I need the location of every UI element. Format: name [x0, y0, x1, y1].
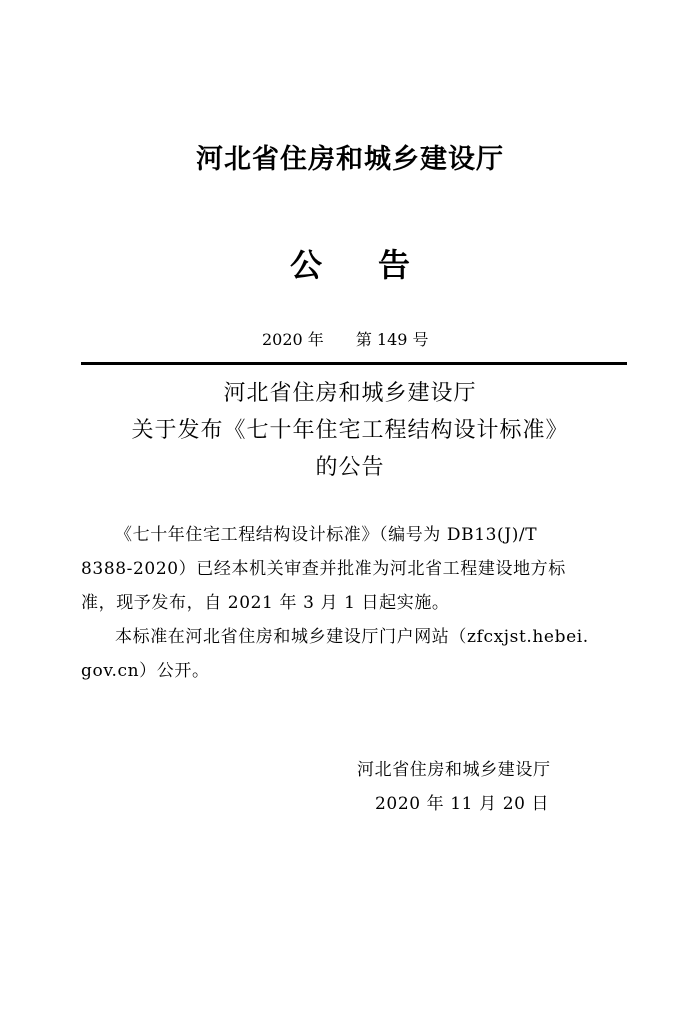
body-line-4: 本标准在河北省住房和城乡建设厅门户网站（zfcxjst.hebei.	[115, 627, 589, 647]
body-line-1: 《七十年住宅工程结构设计标准》（编号为 DB13(J)/T	[115, 525, 538, 545]
document-serial: 第 149 号	[355, 330, 429, 349]
body-line-2: 8388-2020）已经本机关审查并批准为河北省工程建设地方标	[81, 559, 566, 579]
signature-organization: 河北省住房和城乡建设厅	[357, 760, 551, 780]
title-line-3: 的公告	[315, 455, 385, 480]
announcement-char-2: 告	[378, 246, 411, 284]
body-line-3: 准，现予发布，自 2021 年 3 月 1 日起实施。	[81, 593, 450, 613]
announcement-char-1: 公	[289, 246, 322, 284]
header-divider	[81, 362, 627, 365]
body-line-5: gov.cn）公开。	[81, 661, 210, 681]
signature-date: 2020 年 11 月 20 日	[375, 794, 550, 814]
title-line-2: 关于发布《七十年住宅工程结构设计标准》	[131, 418, 569, 443]
announcement-label	[0, 240, 700, 286]
issuer-title: 河北省住房和城乡建设厅	[196, 144, 504, 175]
title-line-1: 河北省住房和城乡建设厅	[223, 381, 477, 406]
document-number	[262, 327, 429, 350]
document-year: 2020 年	[262, 330, 324, 349]
